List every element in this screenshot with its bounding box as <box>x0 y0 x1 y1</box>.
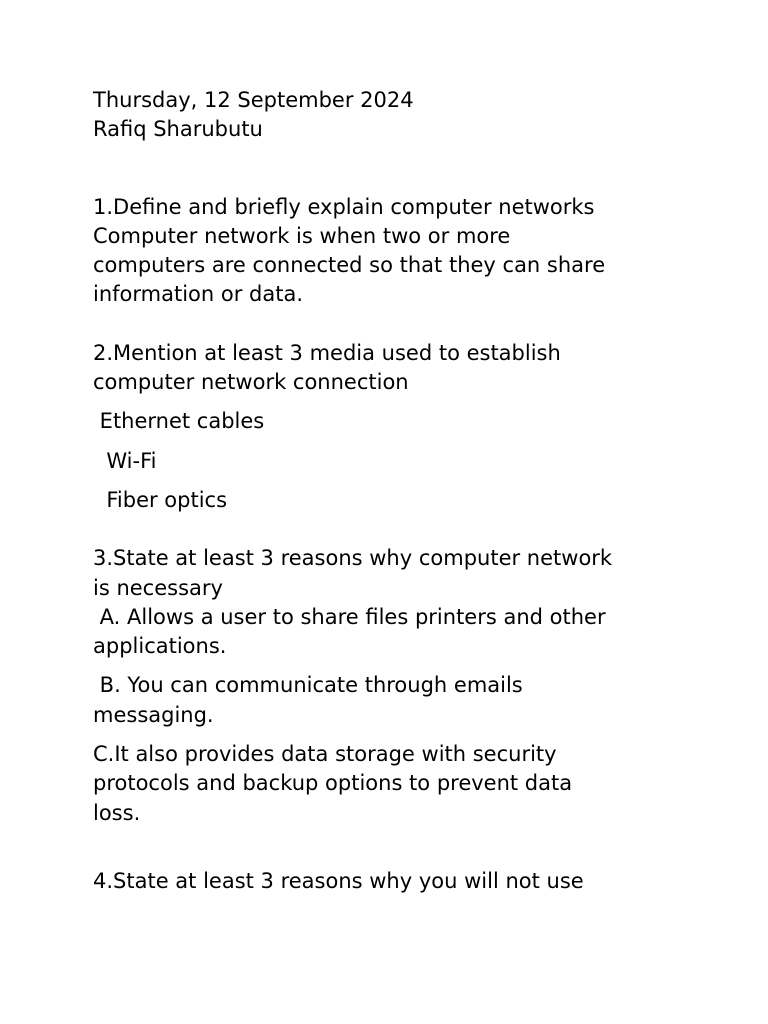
answer-1-line: Computer network is when two or more <box>93 223 511 248</box>
document-page <box>93 86 693 896</box>
question-4: 4.State at least 3 reasons why you will not use <box>93 868 584 893</box>
author-name: Rafiq Sharubutu <box>93 117 263 142</box>
reason-c-line: protocols and backup options to prevent data <box>93 771 573 796</box>
question-2-line: 2.Mention at least 3 media used to establish <box>93 340 561 365</box>
document-date: Thursday, 12 September 2024 <box>93 88 414 112</box>
answer-1-line: information or data. <box>93 282 304 307</box>
media-item: Ethernet cables <box>93 409 265 434</box>
reason-c-line: loss. <box>93 800 141 825</box>
question-3-line: 3.State at least 3 reasons why computer network <box>93 546 613 571</box>
media-item: Fiber optics <box>93 487 228 512</box>
media-item: Wi-Fi <box>93 448 157 473</box>
question-3-line: is necessary <box>93 575 223 600</box>
reason-b-line: B. You can communicate through emails <box>93 673 523 698</box>
question-1: 1.Define and briefly explain computer networks <box>93 194 595 219</box>
reason-b-line: messaging. <box>93 702 214 727</box>
reason-c-line: C.It also provides data storage with security <box>93 742 557 767</box>
reason-a-line: applications. <box>93 634 227 659</box>
answer-1-line: computers are connected so that they can share <box>93 253 606 278</box>
question-2-line: computer network connection <box>93 370 409 395</box>
reason-a-line: A. Allows a user to share files printers and other <box>93 604 606 629</box>
